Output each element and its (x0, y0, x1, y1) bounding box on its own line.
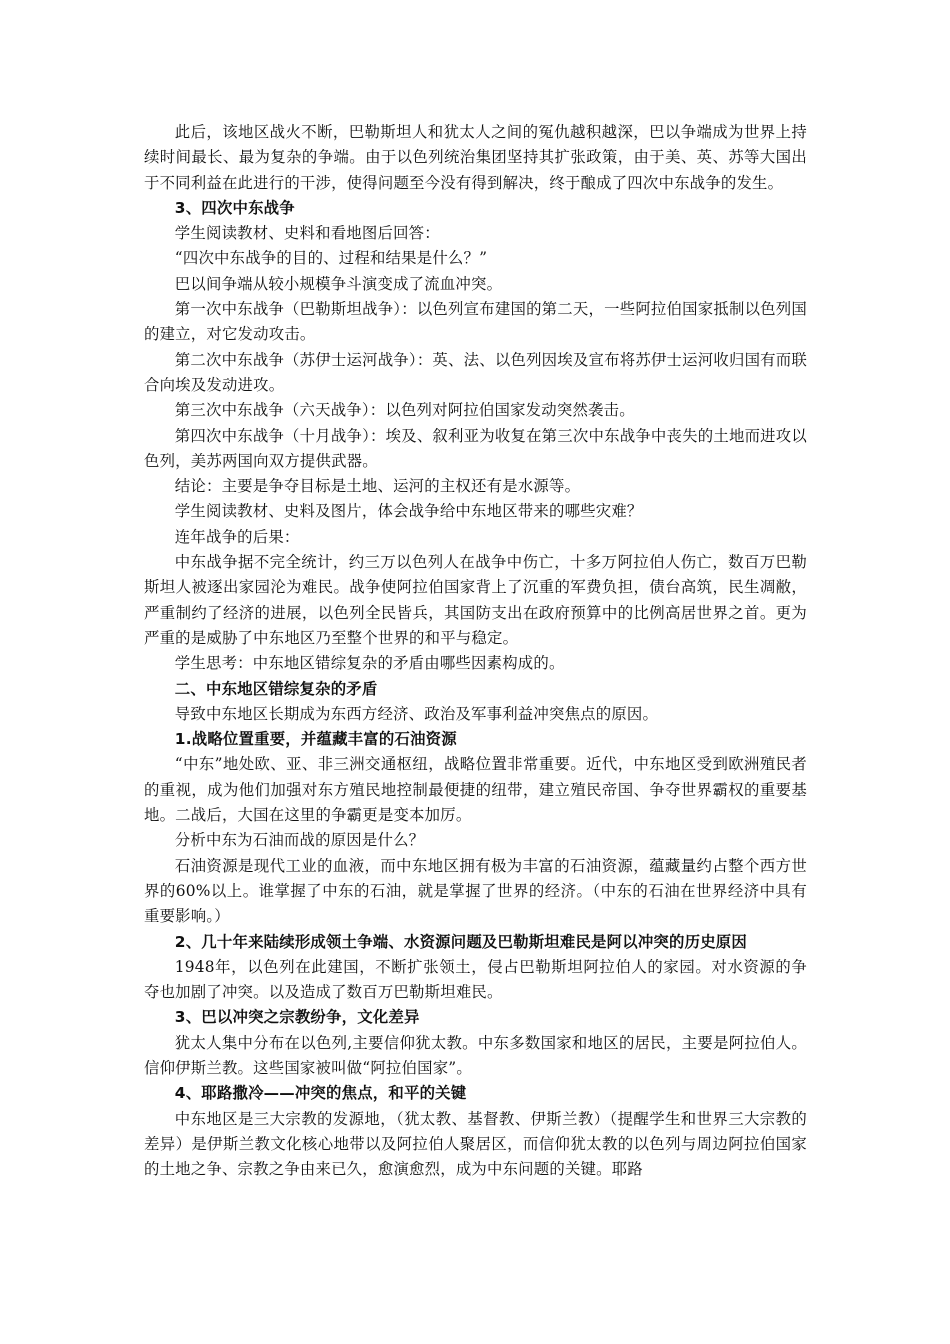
paragraph: 分析中东为石油而战的原因是什么？ (174, 831, 425, 850)
paragraph-oil: 石油资源是现代工业的血液，而中东地区拥有极为丰富的石油资源，蕴藏量约占整个西方世界的60%以上。谁掌握了中东的石油，就是掌握了世界的经济。（中东的石油在世界经济中具有重要影响。） (144, 856, 807, 926)
paragraph: 学生阅读教材、史料及图片，体会战争给中东地区带来的哪些灾难？ (174, 502, 643, 521)
paragraph-war-consequences: 中东战争据不完全统计，约三万以色列人在战争中伤亡，十多万阿拉伯人伤亡，数百万巴勒斯坦人被逐出家园沦为难民。战争使阿拉伯国家背上了沉重的军费负担，债台高筑，民生凋敝，严重制约了经济的进展，以色列全民皆兵，其国防支出在政府预算中的比例高居世界之首。更为严重的是威胁了中东地区乃至整个世界的和平与稳定。 (144, 553, 807, 647)
paragraph-jerusalem: 中东地区是三大宗教的发源地，（犹太教、基督教、伊斯兰教）（提醒学生和世界三大宗教的差异）是伊斯兰教文化核心地带以及阿拉伯人聚居区，而信仰犹太教的以色列与周边阿拉伯国家的土地之争、宗教之争由来已久，愈演愈烈，成为中东问题的关键。耶路 (144, 1109, 807, 1179)
heading-jerusalem: 4、耶路撒冷——冲突的焦点，和平的关键 (174, 1084, 467, 1103)
paragraph-first-war: 第一次中东战争（巴勒斯坦战争）：以色列宣布建国的第二天，一些阿拉伯国家抵制以色列国的建立，对它发动攻击。 (144, 300, 807, 344)
heading-territorial-disputes: 2、几十年来陆续形成领土争端、水资源问题及巴勒斯坦难民是阿以冲突的历史原因 (174, 932, 747, 951)
paragraph-third-war: 第三次中东战争（六天战争）：以色列对阿拉伯国家发动突然袭击。 (174, 401, 635, 420)
heading-strategic-position: 1.战略位置重要，并蕴藏丰富的石油资源 (174, 730, 457, 749)
paragraph-fourth-war: 第四次中东战争（十月战争）：埃及、叙利亚为收复在第三次中东战争中丧失的土地而进攻以色列，美苏两国向双方提供武器。 (144, 426, 807, 470)
paragraph: “四次中东战争的目的、过程和结果是什么？” (174, 249, 488, 268)
heading-four-wars: 3、四次中东战争 (174, 198, 295, 217)
paragraph-1948: 1948年，以色列在此建国，不断扩张领土，侵占巴勒斯坦阿拉伯人的家园。对水资源的争夺也加剧了冲突。以及造成了数百万巴勒斯坦难民。 (144, 957, 807, 1002)
paragraph: 导致中东地区长期成为东西方经济、政治及军事利益冲突焦点的原因。 (174, 704, 659, 723)
paragraph-aftermath: 此后，该地区战火不断，巴勒斯坦人和犹太人之间的冤仇越积越深，巴以争端成为世界上持续时间最长、最为复杂的争端。由于以色列统治集团坚持其扩张政策，由于美、英、苏等大国出于不同利益在此进行的干涉，使得问题至今没有得到解决，终于酿成了四次中东战争的发生。 (144, 123, 807, 192)
paragraph-strategic-position: “中东”地处欧、亚、非三洲交通枢纽，战略位置非常重要。近代，中东地区受到欧洲殖民者的重视，成为他们加强对东方殖民地控制最便捷的纽带，建立殖民帝国、争夺世界霸权的重要基地。二战后，大国在这里的争霸更是变本加厉。 (144, 755, 807, 825)
paragraph: 学生阅读教材、史料和看地图后回答： (174, 224, 440, 243)
paragraph: 连年战争的后果： (174, 527, 300, 546)
heading-complex-conflicts: 二、中东地区错综复杂的矛盾 (174, 679, 378, 698)
paragraph: 学生思考：中东地区错综复杂的矛盾由哪些因素构成的。 (174, 654, 565, 673)
paragraph-religions: 犹太人集中分布在以色列,主要信仰犹太教。中东多数国家和地区的居民，主要是阿拉伯人。信仰伊斯兰教。这些国家被叫做“阿拉伯国家”。 (144, 1033, 807, 1077)
paragraph-conclusion: 结论：主要是争夺目标是土地、运河的主权还有是水源等。 (174, 477, 581, 496)
document-body (144, 120, 807, 1182)
heading-religious-disputes: 3、巴以冲突之宗教纷争，文化差异 (174, 1008, 420, 1027)
paragraph: 巴以间争端从较小规模争斗演变成了流血冲突。 (174, 274, 503, 293)
paragraph-second-war: 第二次中东战争（苏伊士运河战争）：英、法、以色列因埃及宣布将苏伊士运河收归国有而联合向埃及发动进攻。 (144, 350, 807, 394)
